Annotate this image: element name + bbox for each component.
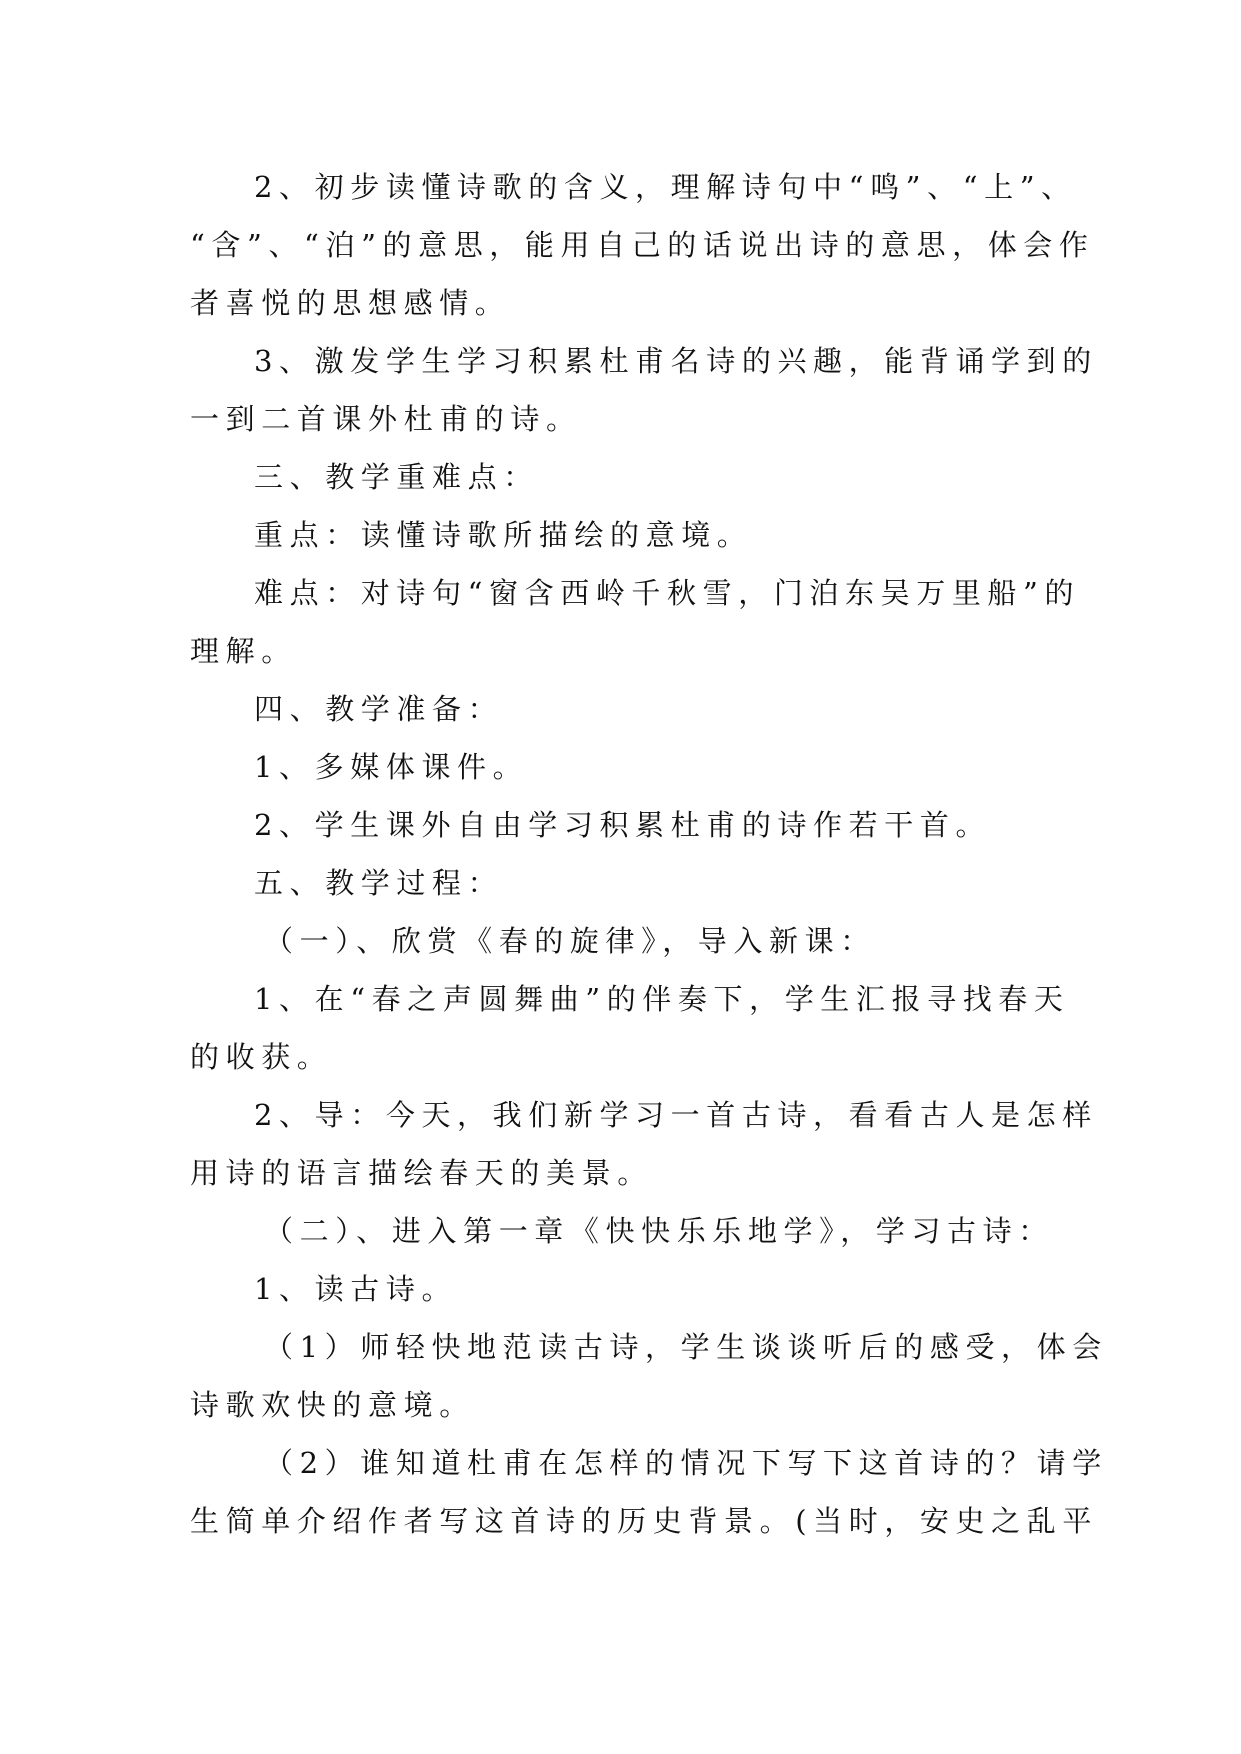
paragraph-line: 1、读古诗。: [254, 1272, 458, 1306]
section-heading: 五、教学过程：: [254, 866, 504, 900]
paragraph-line: 重点：读懂诗歌所描绘的意境。: [254, 518, 753, 552]
subsection-heading: （一）、欣赏《春的旋律》，导入新课：: [264, 924, 876, 958]
paragraph-line: 一到二首课外杜甫的诗。: [190, 402, 582, 436]
section-heading: 三、教学重难点：: [254, 460, 539, 494]
paragraph-line: 2、初步读懂诗歌的含义，理解诗句中“鸣”、“上”、: [254, 170, 1077, 204]
document-body: [190, 158, 1108, 1550]
paragraph-line: 生简单介绍作者写这首诗的历史背景。(当时，安史之乱平: [190, 1504, 1098, 1538]
paragraph-line: 2、学生课外自由学习积累杜甫的诗作若干首。: [254, 808, 992, 842]
paragraph-line: 的收获。: [190, 1040, 333, 1074]
paragraph-line: 3、激发学生学习积累杜甫名诗的兴趣，能背诵学到的: [254, 344, 1098, 378]
paragraph-line: 理解。: [190, 634, 297, 668]
paragraph-line: 1、多媒体课件。: [254, 750, 529, 784]
paragraph-line: 1、在“春之声圆舞曲”的伴奏下，学生汇报寻找春天: [254, 982, 1070, 1016]
subsection-heading: （二）、进入第一章《快快乐乐地学》，学习古诗：: [264, 1214, 1054, 1248]
section-heading: 四、教学准备：: [254, 692, 504, 726]
paragraph-line: 2、导：今天，我们新学习一首古诗，看看古人是怎样: [254, 1098, 1098, 1132]
paragraph-line: “含”、“泊”的意思，能用自己的话说出诗的意思，体会作: [190, 228, 1095, 262]
paragraph-line: 者喜悦的思想感情。: [190, 286, 511, 320]
paragraph-line: （1）师轻快地范读古诗，学生谈谈听后的感受，体会: [264, 1330, 1108, 1364]
paragraph-line: 诗歌欢快的意境。: [190, 1388, 475, 1422]
paragraph-line: （2）谁知道杜甫在怎样的情况下写下这首诗的？请学: [264, 1446, 1108, 1480]
paragraph-line: 难点：对诗句“窗含西岭千秋雪，门泊东吴万里船”的: [254, 576, 1081, 610]
paragraph-line: 用诗的语言描绘春天的美景。: [190, 1156, 653, 1190]
